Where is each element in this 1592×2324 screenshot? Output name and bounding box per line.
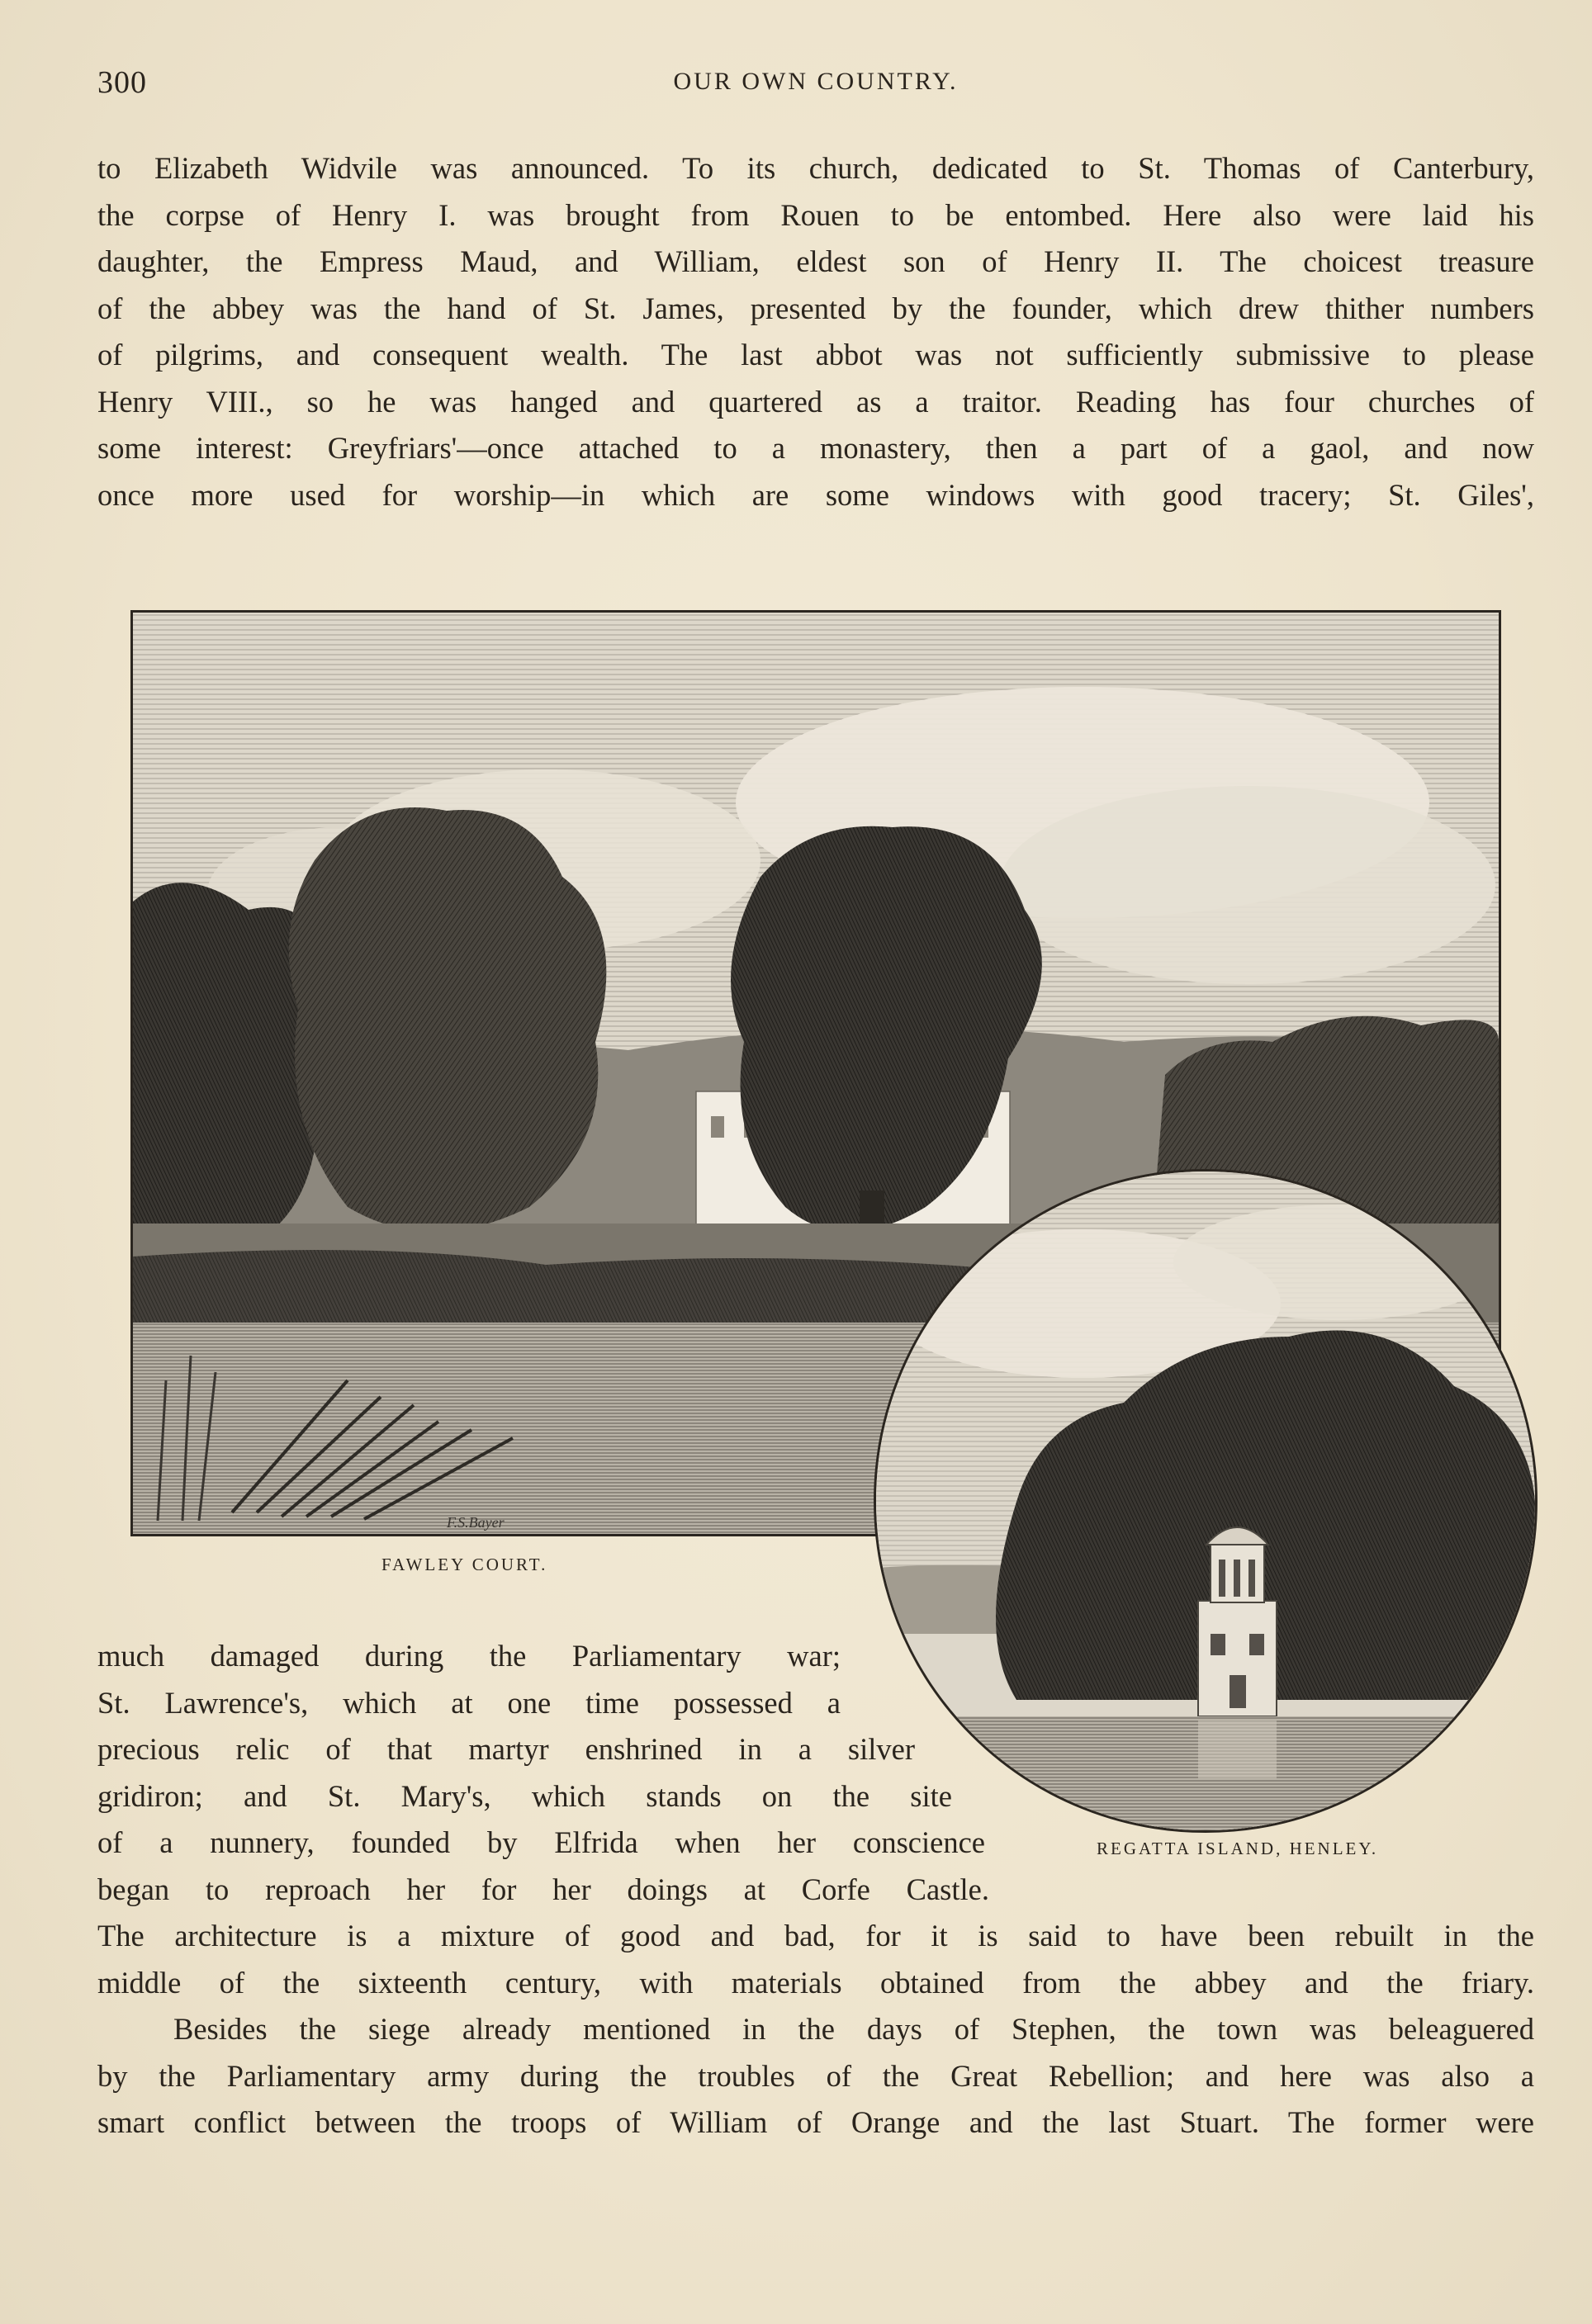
fawley-court-caption: FAWLEY COURT. <box>381 1555 548 1574</box>
text-line: St. Lawrence's, which at one time possessed a <box>97 1685 841 1720</box>
text-line: precious relic of that martyr enshrined in a silver <box>97 1732 915 1766</box>
text-line: by the Parliamentary army during the troubles of the Great Rebellion; and here was also a <box>97 2058 1534 2093</box>
text-line: smart conflict between the troops of William of Orange and the last Stuart. The former were <box>97 2105 1534 2139</box>
page-header <box>97 64 1534 106</box>
paragraph-2 <box>97 1633 989 1913</box>
text-line: gridiron; and St. Mary's, which stands on the site <box>97 1778 952 1813</box>
engraver-signature: F.S.Bayer <box>447 1514 505 1531</box>
text-line: middle of the sixteenth century, with materials obtained from the abbey and the friary. <box>97 1965 1534 2000</box>
cloud <box>1000 786 1495 984</box>
paragraph-1 <box>97 145 1534 518</box>
text-line: began to reproach her for her doings at Corfe Castle. <box>97 1872 989 1906</box>
text-line: Henry VIII., so he was hanged and quartered as a traitor. Reading has four churches of <box>97 384 1534 419</box>
text-line: much damaged during the Parliamentary war; <box>97 1639 841 1673</box>
text-line: of a nunnery, founded by Elfrida when her conscience <box>97 1825 985 1859</box>
text-line: of pilgrims, and consequent wealth. The last abbot was not sufficiently submissive to please <box>97 338 1534 372</box>
paragraph-3 <box>97 1913 1534 2147</box>
text-line: Besides the siege already mentioned in the days of Stephen, the town was beleaguered <box>173 2012 1534 2046</box>
text-line: to Elizabeth Widvile was announced. To its church, dedicated to St. Thomas of Canterbury, <box>97 151 1534 185</box>
regatta-island-caption: REGATTA ISLAND, HENLEY. <box>1097 1839 1379 1858</box>
page-number: 300 <box>97 65 147 100</box>
running-title: OUR OWN COUNTRY. <box>673 68 959 95</box>
text-line: The architecture is a mixture of good and bad, for it is said to have been rebuilt in the <box>97 1919 1534 1952</box>
text-line: some interest: Greyfriars'—once attached to a monastery, then a part of a gaol, and now <box>97 431 1534 465</box>
text-line: once more used for worship—in which are some windows with good tracery; St. Giles', <box>97 477 1534 512</box>
tree <box>289 807 607 1232</box>
text-line: the corpse of Henry I. was brought from Rouen to be entombed. Here also were laid his <box>97 197 1534 232</box>
text-line: of the abbey was the hand of St. James, presented by the founder, which drew thither numbers <box>97 291 1534 325</box>
text-line: daughter, the Empress Maud, and William, eldest son of Henry II. The choicest treasure <box>97 244 1534 278</box>
